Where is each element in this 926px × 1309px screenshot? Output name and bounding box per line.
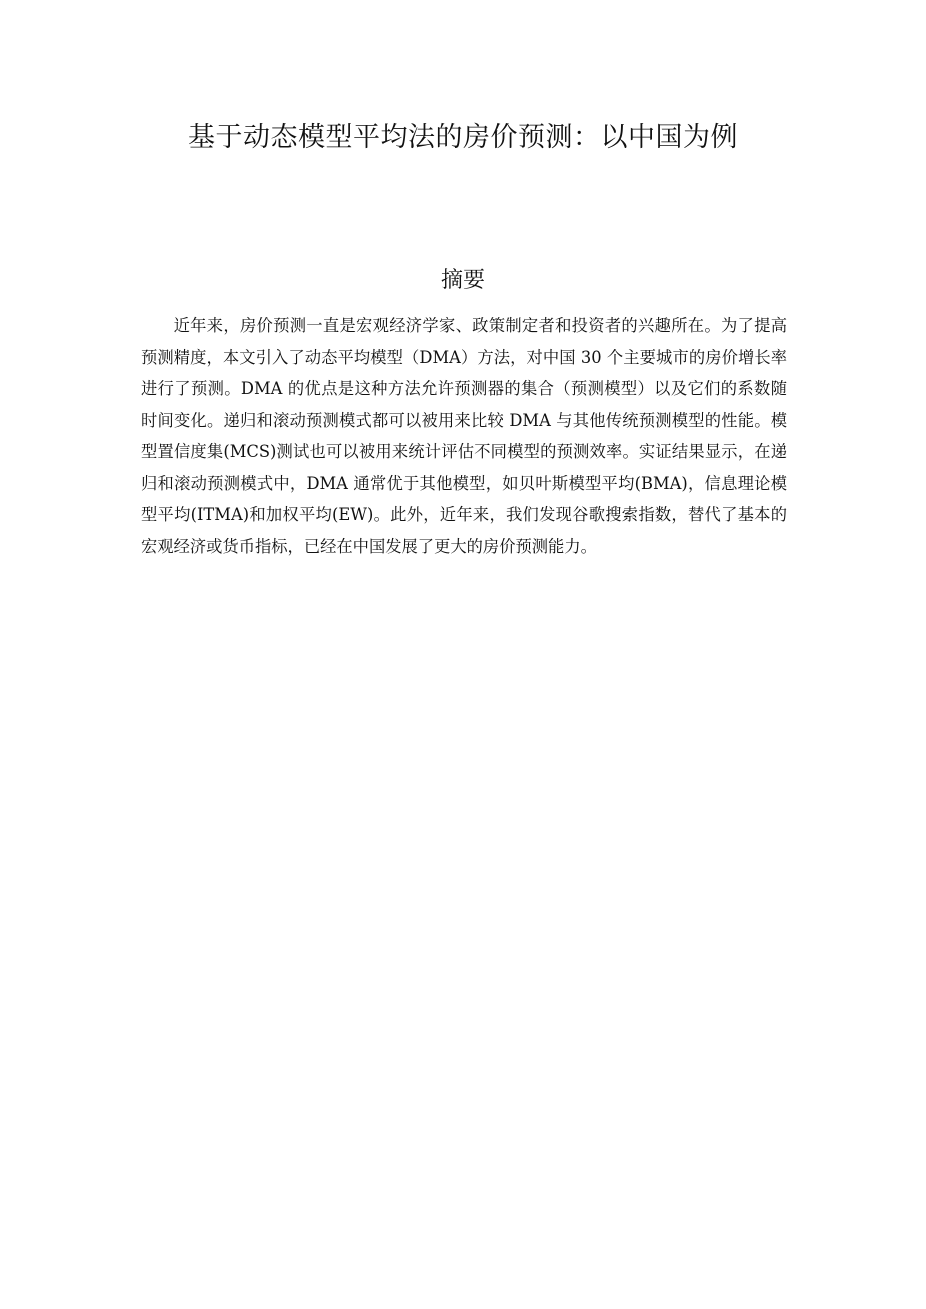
abstract-heading: 摘要 <box>440 268 485 293</box>
document-title: 基于动态模型平均法的房价预测：以中国为例 <box>188 122 738 153</box>
abstract-paragraph: 近年来，房价预测一直是宏观经济学家、政策制定者和投资者的兴趣所在。为了提高预测精度，本文引入了动态平均模型（DMA）方法，对中国 30 个主要城市的房价增长率进行了预测。DMA 的优点是这种方法允许预测器的集合（预测模型）以及它们的系数随时间变化。递归和滚动预测模式都可以被用来比较 DMA 与其他传统预测模型的性能。模型置信度集(MCS)测试也可以被用来统计评估不同模型的预测效率。实证结果显示，在递归和滚动预测模式中，DMA 通常优于其他模型，如贝叶斯模型平均(BMA)，信息理论模型平均(ITMA)和加权平均(EW)。此外，近年来，我们发现谷歌搜索指数，替代了基本的宏观经济或货币指标，已经在中国发展了更大的房价预测能力。 <box>141 316 787 556</box>
